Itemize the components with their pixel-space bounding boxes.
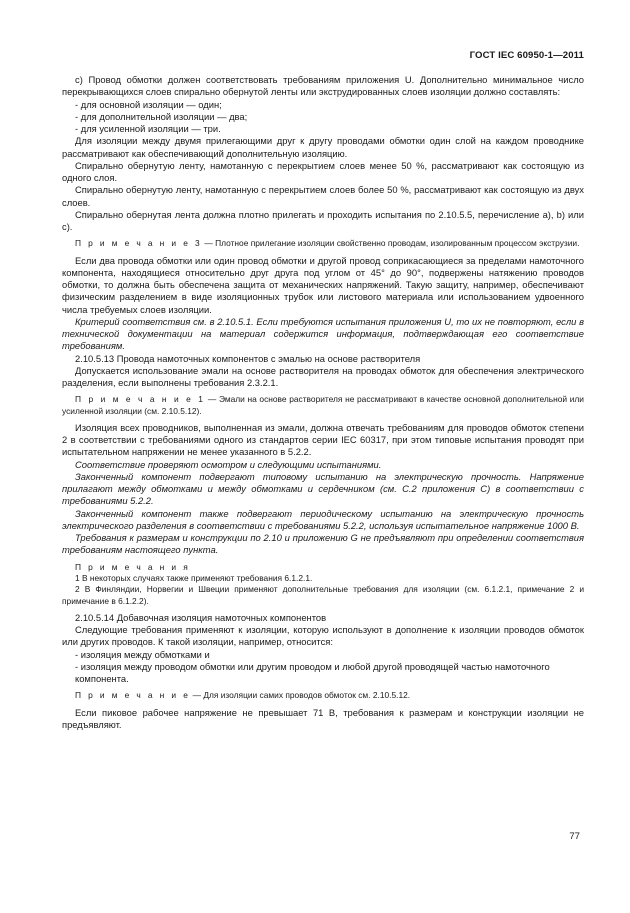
note-wire-insulation-label: П р и м е ч а н и е [75, 690, 191, 701]
paragraph-peak-voltage: Если пиковое рабочее напряжение не превышает 71 В, требования к размерам и конструкции изоляции не предъявляют. [62, 706, 584, 730]
paragraph-tape-tight-fit: Спирально обернутая лента должна плотно прилегать и проходить испытания по 2.10.5.5, перечисление а), b) или c). [62, 208, 584, 232]
notes-item-1: 1 В некоторых случаях также применяют требования 6.1.2.1. [75, 572, 313, 583]
document-code-header: ГОСТ IEC 60950-1—2011 [469, 50, 584, 61]
paragraph-dimension-requirements: Требования к размерам и конструкции по 2.10 и приложению G не предъявляют при определении соответствия требованиям настоящего пункта. [62, 532, 584, 556]
paragraph-enamel-conductors: Изоляция всех проводников, выполненная из эмали, должна отвечать требованиям для проводов обмоток степени 2 в соответствии с требованиями одного из стандартов серии IEC 60317, при этом типовые испытания проводят при испытательном напряжении не менее указанного в 5.2.2. [62, 421, 584, 458]
paragraph-tape-overlap-less-50: Спирально обернутую ленту, намотанную с перекрытием слоев менее 50 %, рассматривают как состоящую из одного слоя. [62, 159, 584, 183]
paragraph-compliance-criterion: Критерий соответствия см. в 2.10.5.1. Если требуются испытания приложения U, то их не повторяют, если в технической документации на материал содержится информация, подтверждающая его соответствие требованиям. [62, 315, 584, 352]
paragraph-compliance-check: Соответствие проверяют осмотром и следующими испытаниями. [75, 458, 382, 470]
note-1-text: — Эмали на основе растворителя не рассматривают в качестве основной дополнительной или усиленной изоляции (см. 2.10.5.12). [62, 394, 584, 416]
note-3-text: — Плотное прилегание изоляции свойственно проводам, изолированным процессом экструзии. [202, 238, 580, 249]
note-1-label: П р и м е ч а н и е 1 [75, 394, 206, 405]
paragraph-tape-overlap-more-50: Спирально обернутую ленту, намотанную с перекрытием слоев более 50 %, рассматривают как состоящую из двух слоев. [62, 184, 584, 208]
note-wire-insulation-text: — Для изоляции самих проводов обмоток см. 2.10.5.12. [190, 690, 411, 701]
notes-heading [62, 562, 584, 573]
note-wire-insulation [62, 690, 584, 701]
page-number: 77 [569, 831, 580, 842]
list-item-supplementary-insulation: - для дополнительной изоляции — два; [75, 110, 248, 122]
note-3 [62, 238, 584, 249]
paragraph-additional-insulation: Следующие требования применяют к изоляции, которую используют в дополнение к изоляции проводов обмоток или других проводов. К такой изоляции, например, относится: [62, 624, 584, 648]
list-item-wire-to-conductive-part: - изоляция между проводом обмотки или другим проводом и любой другой проводящей частью намоточного компонента. [75, 660, 550, 685]
note-3-label: П р и м е ч а н и е 3 [75, 238, 203, 249]
list-item-reinforced-insulation: - для усиленной изоляции — три. [75, 123, 221, 134]
section-title-2-10-5-14: 2.10.5.14 Добавочная изоляция намоточных компонентов [75, 611, 327, 623]
paragraph-type-test: Законченный компонент подвергают типовому испытанию на электрическую прочность. Напряжение прилагают между обмотками и между обмотками и сердечником (см. С.2 приложения С) в соответствии с требованиями 5.2.2. [62, 470, 584, 507]
list-item-between-windings: - изоляция между обмотками и [75, 648, 210, 660]
notes-item-2: 2 В Финляндии, Норвегии и Швеции применяют дополнительные требования для изоляции (см. 6.1.2.1, примечание 2 и примечание в 6.1.2.2). [62, 584, 584, 606]
paragraph-solvent-enamel: Допускается использование эмали на основе растворителя на проводах обмоток для обеспечения электрического разделения, если выполнены требования 2.3.2.1. [62, 364, 584, 389]
paragraph-mechanical-stress: Если два провода обмотки или один провод обмотки и другой провод соприкасающиеся за пределами намоточного компонента, находящиеся относительно друг друга под углом от 45° до 90°, подвержены натяжению проводов обмотки, то должна быть обеспечена защита от механических напряжений. Такую защиту, например, обеспечивают физическим разделением в виде изоляционных трубок или листового материала или использованием удвоенного числа требуемых слоев изоляции. [62, 254, 584, 315]
page-content [62, 74, 584, 731]
paragraph-winding-wire: c) Провод обмотки должен соответствовать требованиям приложения U. Дополнительно минимальное число перекрывающихся слоев спирально обернутой ленты или экструдированных слоев изоляции должно составлять: [62, 74, 584, 98]
note-1 [62, 394, 584, 417]
notes-label: П р и м е ч а н и я [75, 561, 191, 572]
section-title-2-10-5-13: 2.10.5.13 Провода намоточных компонентов с эмалью на основе растворителя [75, 352, 421, 364]
list-item-basic-insulation: - для основной изоляции — один; [75, 98, 222, 110]
paragraph-adjacent-wires: Для изоляции между двумя прилегающими друг к другу проводами обмотки один слой на каждом проводнике рассматривают как обеспечивающий дополнительную изоляцию. [62, 135, 584, 159]
paragraph-periodic-test: Законченный компонент также подвергают периодическому испытанию на электрическую прочность электрического разделения в соответствии с требованиями 5.2.2, используя испытательное напряжение 1000 В. [62, 507, 584, 531]
